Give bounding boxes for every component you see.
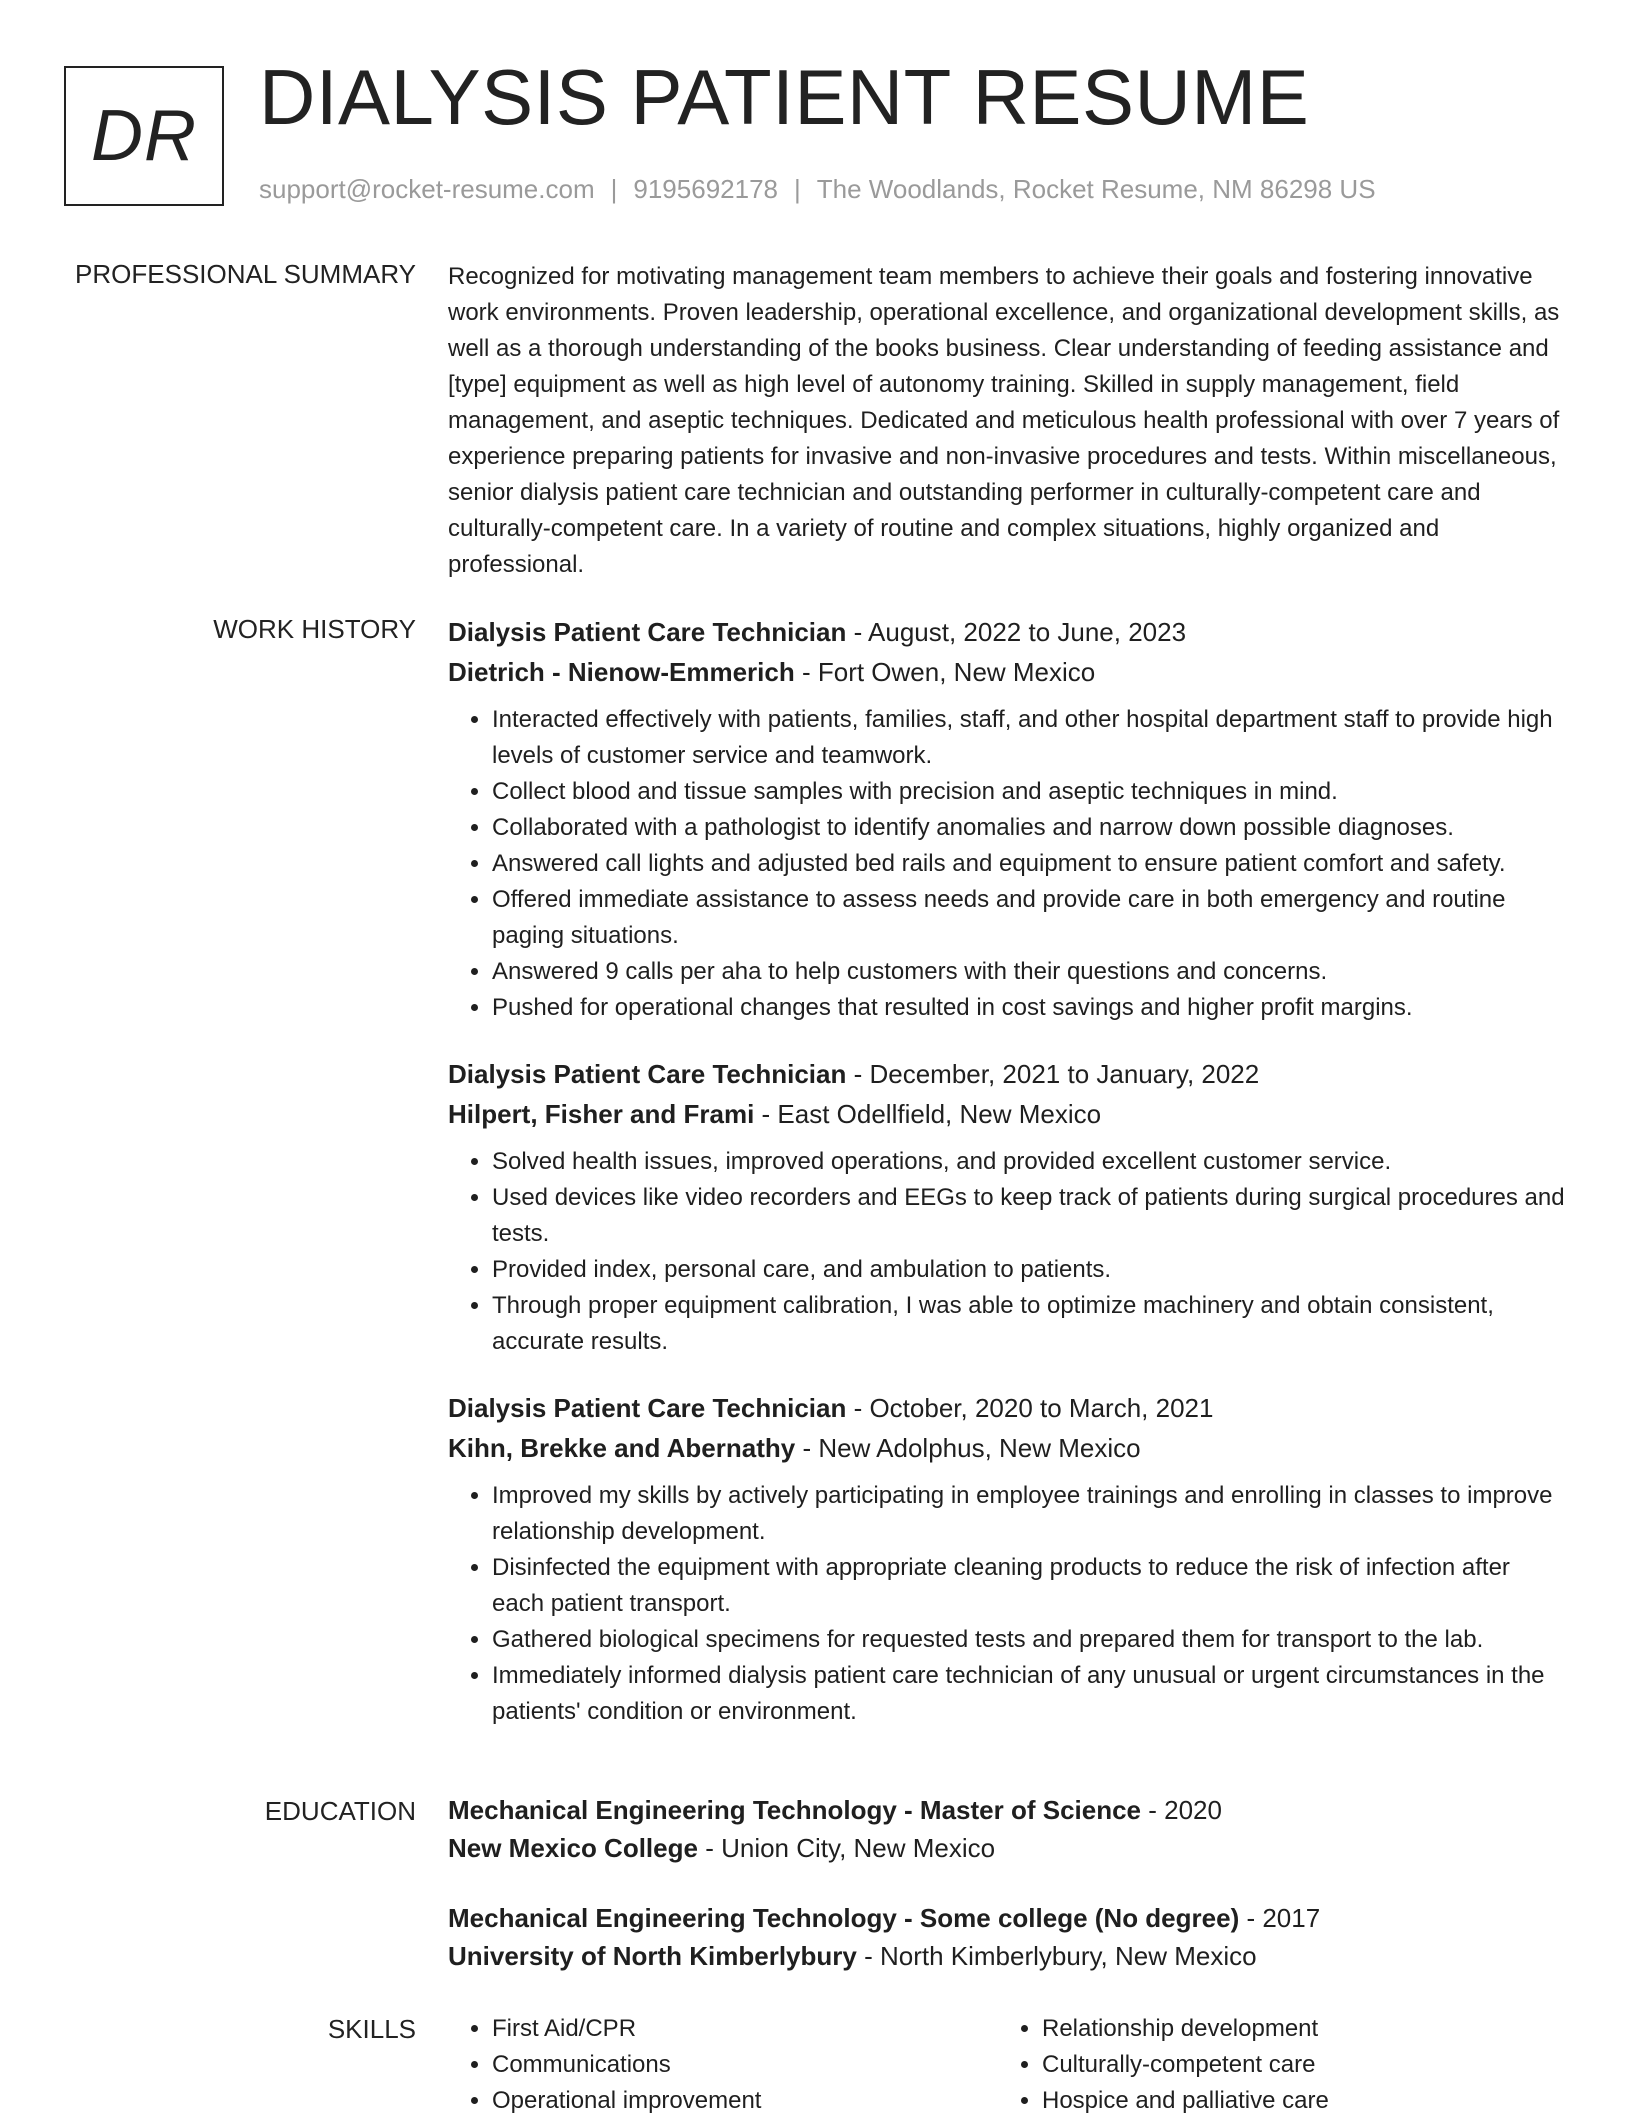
- job-bullets: [448, 702, 1568, 1026]
- education-year: - 2020: [1148, 1795, 1222, 1825]
- education-school: New Mexico College: [448, 1833, 698, 1863]
- contact-address: The Woodlands, Rocket Resume, NM 86298 US: [816, 174, 1376, 204]
- list-item: • Immediately informed dialysis patient care technician of any unusual or urgent circumstances in the patients' condition or environment.: [492, 1658, 1568, 1730]
- section-label-summary: PROFESSIONAL SUMMARY: [75, 259, 416, 289]
- job-title: Dialysis Patient Care Technician: [448, 1393, 847, 1423]
- section-label-education: EDUCATION: [264, 1796, 416, 1826]
- skill-item: • Culturally-competent care: [1042, 2047, 1548, 2083]
- skill-item: • Communications: [492, 2047, 998, 2083]
- job-org-line: [448, 652, 1568, 692]
- list-item: • Answered call lights and adjusted bed rails and equipment to ensure patient comfort and safety.: [492, 846, 1568, 882]
- education-degree: Mechanical Engineering Technology - Master of Science: [448, 1795, 1142, 1825]
- job-company: Dietrich - Nienow-Emmerich: [448, 657, 795, 687]
- education-school: University of North Kimberlybury: [448, 1941, 857, 1971]
- job-company: Kihn, Brekke and Abernathy: [448, 1433, 796, 1463]
- education-list: [448, 1791, 1568, 2007]
- job-entry: [448, 1054, 1568, 1360]
- education-entry: [448, 1899, 1568, 1975]
- job-title-line: [448, 1388, 1568, 1428]
- job-title-line: [448, 612, 1568, 652]
- monogram-box: [64, 66, 224, 206]
- education-school-line: [448, 1829, 1568, 1867]
- job-bullets: [448, 1144, 1568, 1360]
- contact-line: [259, 174, 1376, 205]
- job-company: Hilpert, Fisher and Frami: [448, 1099, 755, 1129]
- education-degree: Mechanical Engineering Technology - Some college (No degree): [448, 1903, 1240, 1933]
- skills-column-right: [998, 2011, 1548, 2119]
- section-label-skills: SKILLS: [327, 2014, 416, 2044]
- education-location: - North Kimberlybury, New Mexico: [864, 1941, 1257, 1971]
- job-bullets: [448, 1478, 1568, 1730]
- list-item: • Answered 9 calls per aha to help customers with their questions and concerns.: [492, 954, 1568, 990]
- job-org-line: [448, 1094, 1568, 1134]
- job-title-line: [448, 1054, 1568, 1094]
- list-item: • Improved my skills by actively participating in employee trainings and enrolling in classes to improve relationship development.: [492, 1478, 1568, 1550]
- job-dates: - August, 2022 to June, 2023: [853, 617, 1187, 647]
- education-year: - 2017: [1246, 1903, 1321, 1933]
- list-item: • Interacted effectively with patients, families, staff, and other hospital department staff to provide high levels of customer service and teamwork.: [492, 702, 1568, 774]
- education-location: - Union City, New Mexico: [705, 1833, 996, 1863]
- list-item: • Collaborated with a pathologist to identify anomalies and narrow down possible diagnoses.: [492, 810, 1568, 846]
- monogram-initials: DR: [91, 96, 197, 176]
- contact-separator: |: [794, 174, 801, 204]
- summary-text: Recognized for motivating management team members to achieve their goals and fostering innovative work environments. Proven leadership, operational excellence, and organizational development skills, as well as a thorough understanding of the books business. Clear understanding of feeding assistance and [type] equipment as well as high level of autonomy training. Skilled in supply management, field management, and aseptic techniques. Dedicated and meticulous health professional with over 7 years of experience preparing patients for invasive and non-invasive procedures and tests. Within miscellaneous, senior dialysis patient care technician and outstanding performer in culturally-competent care and culturally-competent care. In a variety of routine and complex situations, highly organized and professional.: [448, 263, 1560, 578]
- resume-title: DIALYSIS PATIENT RESUME: [259, 53, 1310, 141]
- contact-separator: |: [610, 174, 618, 204]
- job-org-line: [448, 1428, 1568, 1468]
- list-item: • Gathered biological specimens for requested tests and prepared them for transport to the lab.: [492, 1622, 1568, 1658]
- list-item: • Pushed for operational changes that resulted in cost savings and higher profit margins.: [492, 990, 1568, 1026]
- section-label-work: WORK HISTORY: [213, 614, 416, 644]
- job-entry: [448, 1388, 1568, 1730]
- job-location: - Fort Owen, New Mexico: [801, 657, 1096, 687]
- list-item: • Disinfected the equipment with appropriate cleaning products to reduce the risk of infection after each patient transport.: [492, 1550, 1568, 1622]
- job-entry: [448, 612, 1568, 1026]
- job-title: Dialysis Patient Care Technician: [448, 617, 847, 647]
- job-title: Dialysis Patient Care Technician: [448, 1059, 847, 1089]
- list-item: • Offered immediate assistance to assess needs and provide care in both emergency and routine paging situations.: [492, 882, 1568, 954]
- list-item: • Solved health issues, improved operations, and provided excellent customer service.: [492, 1144, 1568, 1180]
- skills-list: [448, 2011, 1568, 2119]
- job-location: - New Adolphus, New Mexico: [802, 1433, 1141, 1463]
- education-school-line: [448, 1937, 1568, 1975]
- job-location: - East Odellfield, New Mexico: [761, 1099, 1102, 1129]
- skill-item: • Operational improvement: [492, 2083, 998, 2119]
- job-dates: - December, 2021 to January, 2022: [853, 1059, 1260, 1089]
- contact-email: support@rocket-resume.com: [259, 174, 595, 204]
- list-item: • Through proper equipment calibration, I was able to optimize machinery and obtain consistent, accurate results.: [492, 1288, 1568, 1360]
- education-entry: [448, 1791, 1568, 1867]
- list-item: • Provided index, personal care, and ambulation to patients.: [492, 1252, 1568, 1288]
- work-history: [448, 612, 1568, 1758]
- list-item: • Collect blood and tissue samples with precision and aseptic techniques in mind.: [492, 774, 1568, 810]
- skill-item: • Relationship development: [1042, 2011, 1548, 2047]
- skills-column-left: [448, 2011, 998, 2119]
- contact-phone: 9195692178: [633, 174, 778, 204]
- education-degree-line: [448, 1791, 1568, 1829]
- education-degree-line: [448, 1899, 1568, 1937]
- job-dates: - October, 2020 to March, 2021: [853, 1393, 1214, 1423]
- skill-item: • Hospice and palliative care: [1042, 2083, 1548, 2119]
- list-item: • Used devices like video recorders and EEGs to keep track of patients during surgical procedures and tests.: [492, 1180, 1568, 1252]
- skill-item: • First Aid/CPR: [492, 2011, 998, 2047]
